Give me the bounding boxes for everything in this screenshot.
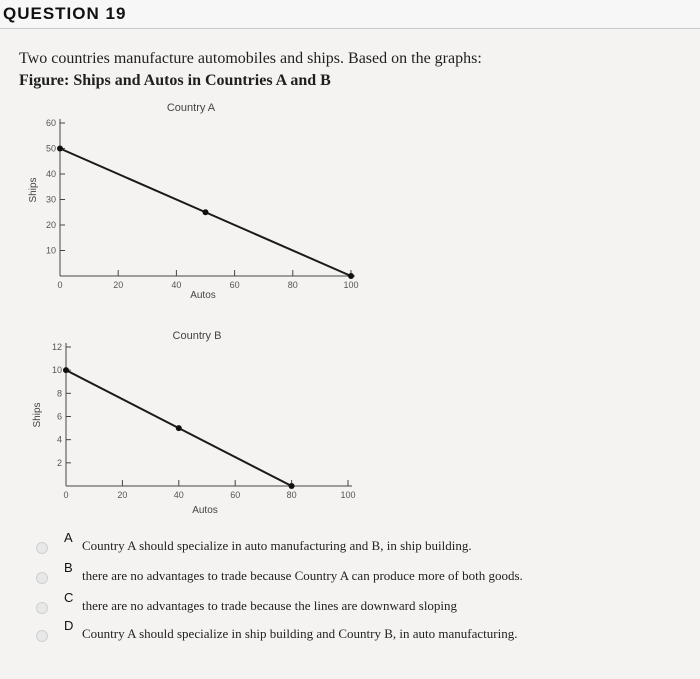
x-tick-label: 80: [287, 280, 298, 290]
choice-text: Country A should specialize in auto manufacturing and B, in ship building.: [82, 538, 472, 553]
data-point: [63, 367, 69, 373]
chart-country-a: [0, 95, 400, 300]
choice-letter: D: [64, 618, 74, 633]
choice-letter: B: [64, 560, 73, 575]
y-tick-label: 40: [45, 169, 56, 179]
x-tick-label: 100: [343, 280, 359, 290]
y-tick-label: 10: [45, 245, 56, 256]
x-axis-label: Autos: [192, 505, 218, 516]
y-tick-label: 6: [56, 411, 62, 422]
x-tick-label: 40: [171, 280, 182, 290]
choice-letter: C: [64, 590, 74, 605]
question-prompt: Two countries manufacture automobiles and ships. Based on the graphs:: [19, 50, 482, 67]
chart-title: Country A: [166, 102, 216, 114]
figure-caption: Figure: Ships and Autos in Countries A and B: [19, 72, 331, 89]
y-tick-label: 60: [45, 118, 56, 128]
radio-button[interactable]: [36, 602, 48, 614]
y-tick-label: 30: [45, 194, 56, 205]
y-tick-label: 20: [45, 220, 56, 230]
x-tick-label: 60: [230, 490, 241, 500]
question-header: [0, 0, 700, 29]
choice-text: Country A should specialize in ship building and Country B, in auto manufacturing.: [82, 626, 518, 641]
data-point: [348, 273, 354, 279]
x-tick-label: 0: [63, 490, 69, 500]
x-tick-label: 60: [229, 280, 240, 290]
x-axis-label: Autos: [190, 290, 216, 301]
data-point: [176, 425, 182, 431]
chart-title: Country B: [172, 330, 222, 342]
y-axis-label: Ships: [32, 402, 43, 428]
radio-button[interactable]: [36, 572, 48, 584]
choice-letter: A: [64, 530, 73, 545]
choice-text: there are no advantages to trade because Country A can produce more of both goods.: [82, 568, 523, 583]
data-point: [203, 209, 209, 215]
radio-button[interactable]: [36, 542, 48, 554]
x-tick-label: 20: [117, 490, 128, 500]
y-axis-label: Ships: [28, 177, 39, 203]
y-tick-label: 10: [51, 365, 62, 376]
x-tick-label: 20: [113, 280, 124, 290]
choice-text: there are no advantages to trade because the lines are downward sloping: [82, 598, 458, 613]
x-tick-label: 80: [286, 490, 297, 500]
x-tick-label: 100: [340, 490, 356, 500]
y-tick-label: 2: [56, 457, 62, 468]
y-tick-label: 4: [56, 434, 62, 445]
x-tick-label: 40: [173, 490, 184, 500]
y-tick-label: 12: [51, 342, 62, 352]
radio-button[interactable]: [36, 630, 48, 642]
data-point: [289, 483, 295, 489]
data-point: [57, 146, 63, 152]
chart-country-b: [0, 325, 400, 515]
x-tick-label: 0: [57, 280, 63, 290]
question-title: QUESTION 19: [3, 4, 127, 23]
y-tick-label: 50: [45, 143, 56, 154]
y-tick-label: 8: [56, 388, 62, 399]
